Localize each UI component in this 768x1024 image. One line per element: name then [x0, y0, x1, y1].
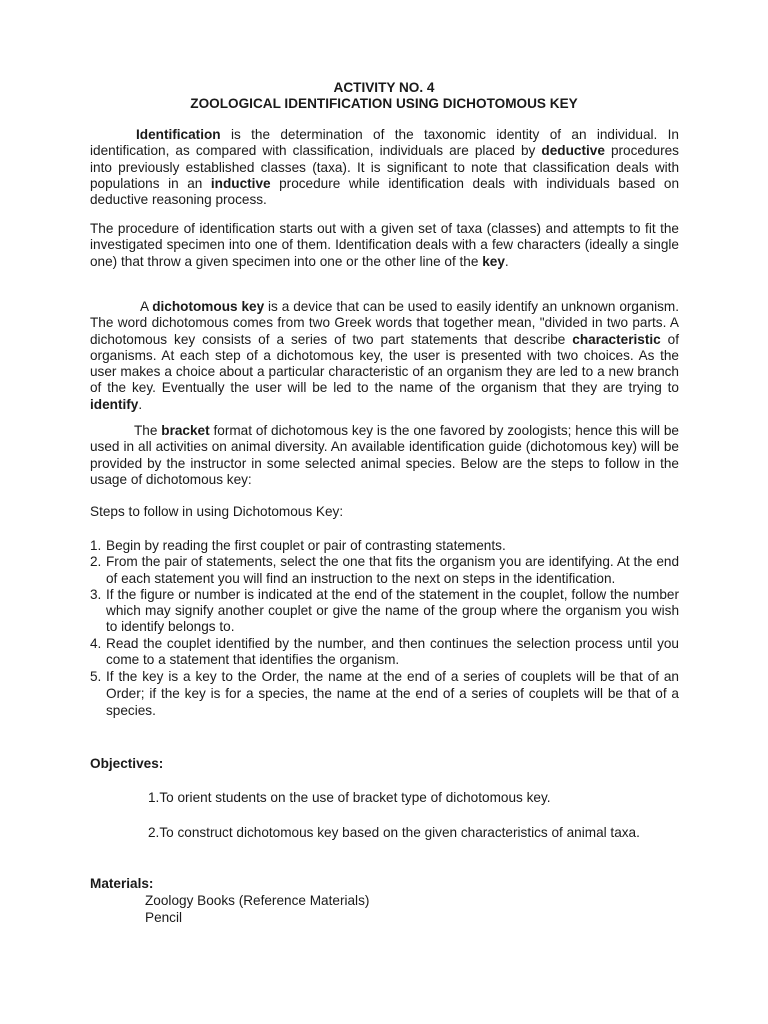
list-item — [90, 636, 679, 669]
step-text: Begin by reading the first couplet or pair of contrasting statements. — [106, 538, 506, 553]
steps-list — [90, 538, 679, 719]
term-characteristic: characteristic — [572, 331, 661, 347]
term-identify: identify — [90, 396, 139, 412]
term-inductive: inductive — [210, 175, 271, 191]
objectives-heading: Objectives: — [90, 756, 164, 771]
material-item: Pencil — [145, 910, 183, 925]
paragraph-text: . — [138, 396, 143, 412]
paragraph-text: . — [504, 253, 509, 269]
list-item — [90, 554, 679, 587]
objective-item: 2.To construct dichotomous key based on the given characteristics of animal taxa. — [148, 825, 640, 840]
materials-heading: Materials: — [90, 876, 154, 891]
step-number: 5. — [90, 669, 102, 685]
paragraph-identification — [90, 127, 679, 208]
step-text: If the key is a key to the Order, the name at the end of a series of couplets will be that of an Order; if the key is for a species, the name at the end of a series of couplets will be that of a species. — [106, 669, 679, 719]
paragraph-bracket — [90, 423, 679, 488]
step-text: Read the couplet identified by the number, and then continues the selection process until you come to a statement that identifies the organism. — [106, 635, 679, 668]
paragraph-text: procedure while identification deals with individuals based on deductive reasoning process. — [90, 175, 679, 208]
term-deductive: deductive — [541, 143, 605, 159]
list-item — [90, 668, 679, 719]
steps-heading: Steps to follow in using Dichotomous Key: — [90, 504, 344, 519]
list-item — [90, 538, 679, 554]
term-key: key — [482, 253, 505, 269]
paragraph-text: is a device that can be used to easily identify an unknown organism. The word dichotomous comes from two Greek words that together mean, "divided in two parts. A dichotomous key consists of a series of two part statements that describe — [90, 299, 680, 347]
paragraph-procedure — [90, 221, 679, 270]
term-bracket: bracket — [161, 423, 210, 438]
step-number: 1. — [90, 538, 102, 553]
material-item: Zoology Books (Reference Materials) — [145, 893, 370, 908]
paragraph-text: A — [140, 299, 153, 314]
paragraph-text: of organisms. At each step of a dichotomous key, the user is presented with two choices. As the user makes a choice about a particular characteristic of an organism they are led to a new branch of the key. Eventually the user will be led to the name of the organism that they are trying to — [90, 331, 679, 396]
term-identification: Identification — [136, 127, 221, 142]
step-number: 4. — [90, 635, 102, 651]
paragraph-text: procedures into previously established classes (taxa). It is significant to note that classification deals with populations in an — [90, 143, 679, 191]
page-title: ZOOLOGICAL IDENTIFICATION USING DICHOTOMOUS KEY — [190, 96, 578, 111]
step-number: 2. — [90, 554, 102, 570]
paragraph-text: The procedure of identification starts out with a given set of taxa (classes) and attempts to fit the investigated specimen into one of them. Identification deals with a few characters (ideally a single one) that throw a given specimen into one or the other line of the — [90, 221, 679, 269]
objective-item: 1.To orient students on the use of bracket type of dichotomous key. — [148, 790, 551, 805]
step-text: If the figure or number is indicated at the end of the statement in the couplet, follow the number which may signify another couplet or give the name of the group where the organism you wish to identify belongs to. — [106, 586, 679, 635]
paragraph-text: format of dichotomous key is the one favored by zoologists; hence this will be used in all activities on animal diversity. An available identification guide (dichotomous key) will be provided by the instructor in some selected animal species. Below are the steps to follow in the usage of dichotomous key: — [90, 423, 679, 487]
term-dichotomous-key: dichotomous key — [152, 299, 265, 314]
activity-number: ACTIVITY NO. 4 — [333, 80, 435, 95]
step-text: From the pair of statements, select the one that fits the organism you are identifying. At the end of each statement you will find an instruction to the next on steps in the identification. — [106, 554, 679, 586]
step-number: 3. — [90, 586, 102, 602]
paragraph-dichotomous-key — [90, 299, 679, 413]
paragraph-text: The — [134, 423, 162, 438]
list-item — [90, 587, 679, 636]
paragraph-text: is the determination of the taxonomic identity of an individual. In identification, as compared with classification, individuals are placed by — [90, 127, 679, 159]
